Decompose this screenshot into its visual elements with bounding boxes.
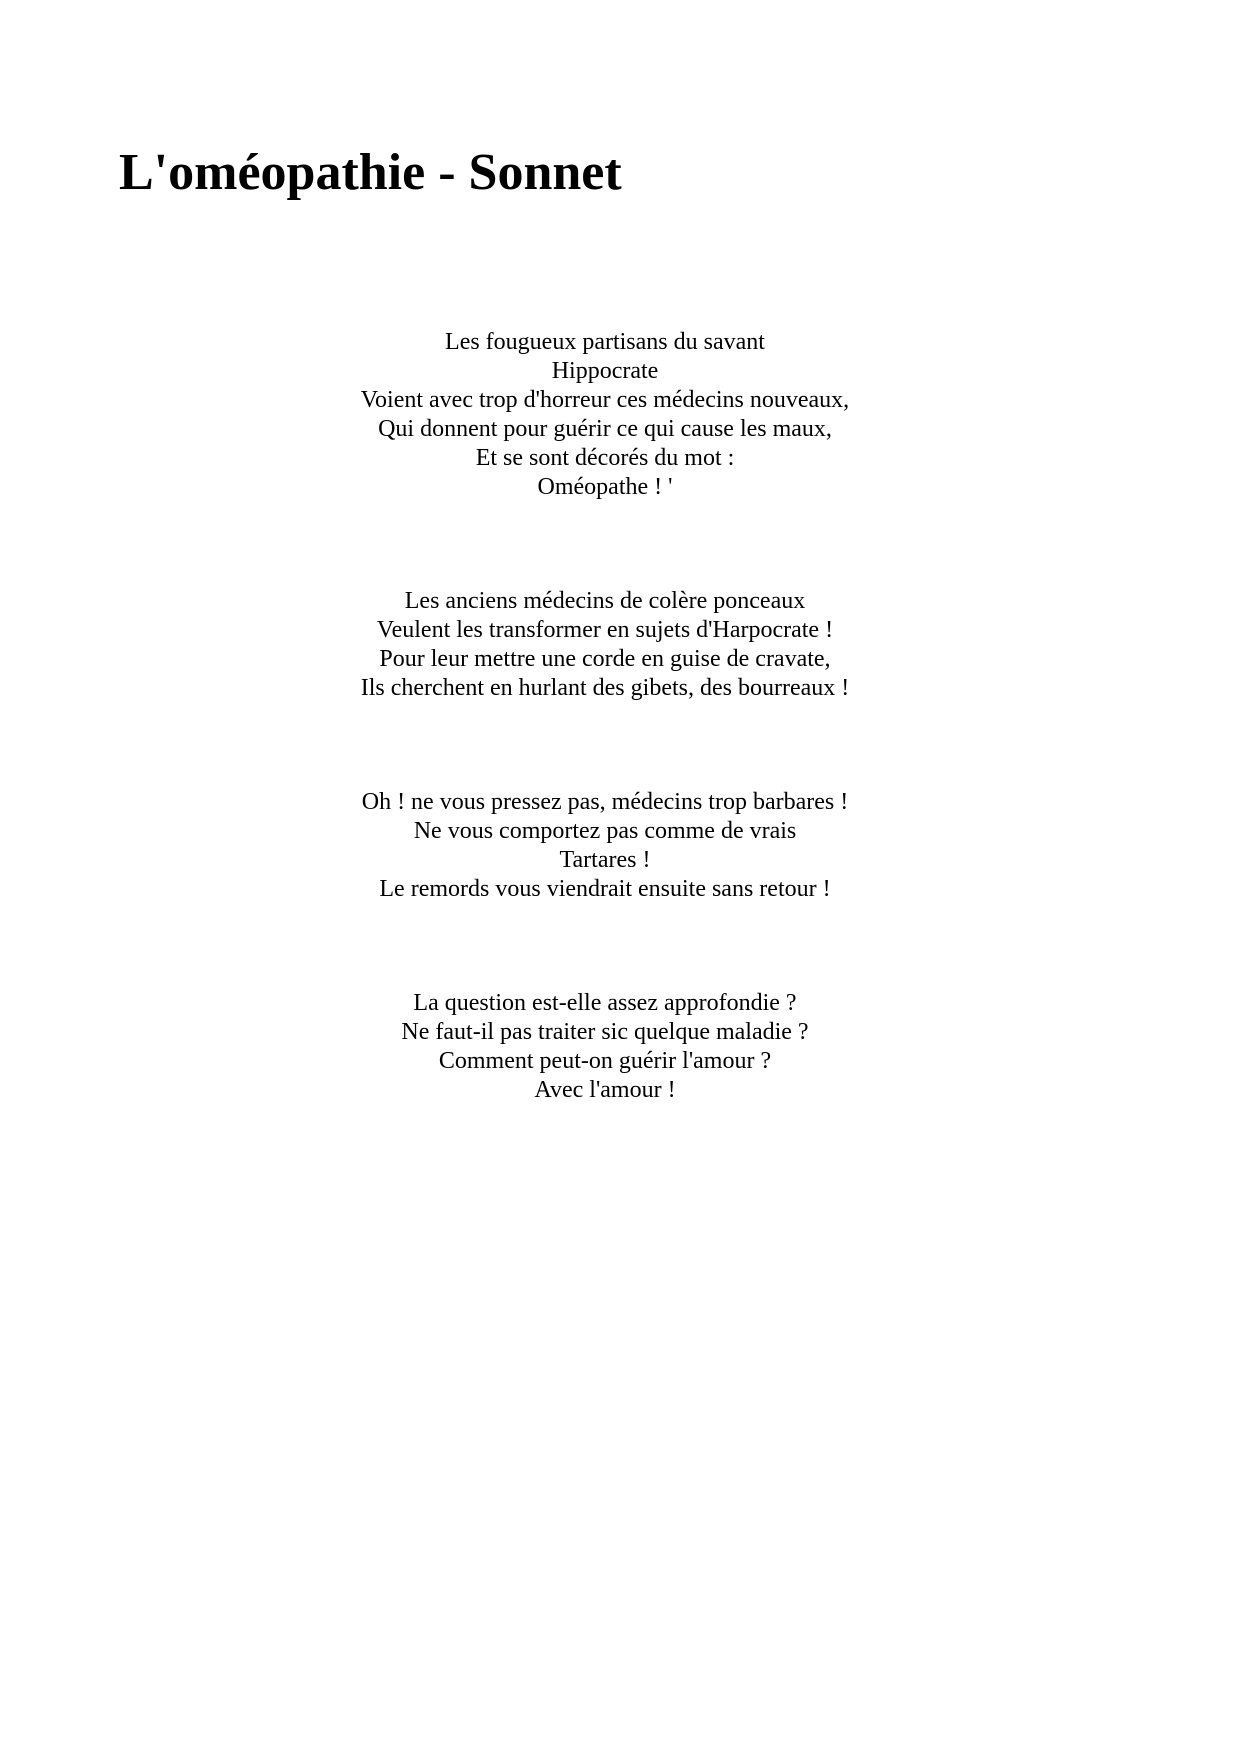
poem-line: Pour leur mettre une corde en guise de cravate, <box>379 646 831 672</box>
poem-line: Le remords vous viendrait ensuite sans retour ! <box>379 876 831 902</box>
poem-line: Oh ! ne vous pressez pas, médecins trop barbares ! <box>361 789 849 815</box>
poem-line: Ils cherchent en hurlant des gibets, des bourreaux ! <box>360 675 850 701</box>
poem-line: Avec l'amour ! <box>534 1077 676 1103</box>
poem-line: Les fougueux partisans du savant <box>445 329 765 355</box>
poem-line: Comment peut-on guérir l'amour ? <box>438 1048 772 1074</box>
poem-line: Voient avec trop d'horreur ces médecins nouveaux, <box>360 387 850 413</box>
page-title: L'oméopathie - Sonnet <box>119 144 622 201</box>
poem-line: Qui donnent pour guérir ce qui cause les maux, <box>378 416 832 442</box>
poem-line: Ne faut-il pas traiter sic quelque maladie ? <box>401 1019 809 1045</box>
poem-line: Ne vous comportez pas comme de vrais <box>413 818 797 844</box>
poem-line: Hippocrate <box>551 358 659 384</box>
stanza-2 <box>0 587 1210 703</box>
poem-line: La question est-elle assez approfondie ? <box>413 990 797 1016</box>
stanza-4 <box>0 989 1210 1105</box>
poem-body <box>0 328 1210 1105</box>
poem-line: Et se sont décorés du mot : <box>475 445 735 471</box>
poem-line: Les anciens médecins de colère ponceaux <box>404 588 806 614</box>
stanza-1 <box>0 328 1210 502</box>
poem-line: Oméopathe ! ' <box>537 474 673 500</box>
poem-line: Tartares ! <box>559 847 651 873</box>
stanza-3 <box>0 788 1210 904</box>
poem-line: Veulent les transformer en sujets d'Harpocrate ! <box>376 617 834 643</box>
